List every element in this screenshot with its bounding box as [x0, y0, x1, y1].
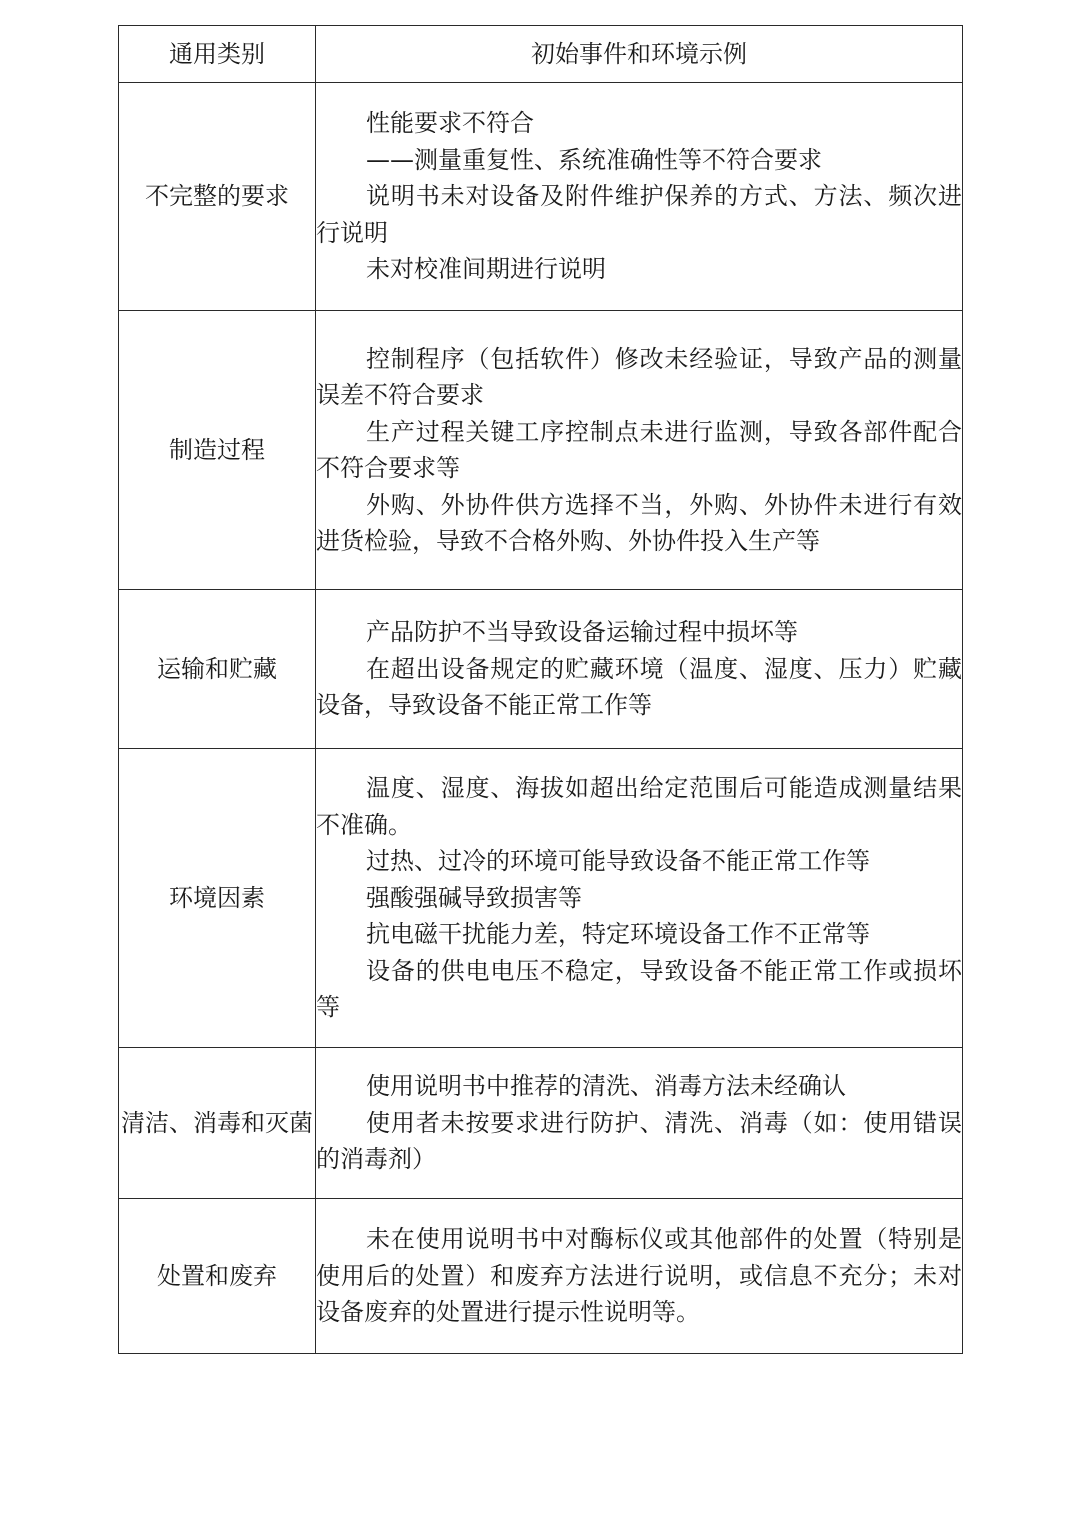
example-item: 设备的供电电压不稳定，导致设备不能正常工作或损坏等	[316, 956, 962, 1022]
example-item: 外购、外协件供方选择不当，外购、外协件未进行有效进货检验，导致不合格外购、外协件投入生产等	[316, 490, 962, 555]
examples-cell	[316, 311, 963, 590]
table-row	[119, 749, 963, 1048]
table-row	[119, 1199, 963, 1354]
example-item: 抗电磁干扰能力差，特定环境设备工作不正常等	[366, 920, 870, 949]
examples-cell	[316, 749, 963, 1048]
header-row	[119, 26, 963, 83]
example-item: 使用者未按要求进行防护、清洗、消毒（如：使用错误的消毒剂）	[316, 1108, 962, 1174]
category-cell: 运输和贮藏	[119, 590, 316, 749]
examples-cell	[316, 83, 963, 311]
example-item: 说明书未对设备及附件维护保养的方式、方法、频次进行说明	[316, 182, 962, 247]
table-row	[119, 1048, 963, 1199]
example-item: 温度、湿度、海拔如超出给定范围后可能造成测量结果不准确。	[316, 774, 962, 839]
category-cell: 清洁、消毒和灭菌	[119, 1048, 316, 1199]
example-item: 在超出设备规定的贮藏环境（温度、湿度、压力）贮藏设备，导致设备不能正常工作等	[316, 654, 962, 720]
table-row	[119, 590, 963, 749]
hazard-table	[118, 25, 963, 1354]
example-item: 未对校准间期进行说明	[366, 255, 606, 284]
examples-cell	[316, 1199, 963, 1354]
category-cell: 环境因素	[119, 749, 316, 1048]
header-category: 通用类别	[119, 26, 316, 83]
example-item: 产品防护不当导致设备运输过程中损坏等	[366, 618, 798, 647]
example-item: 控制程序（包括软件）修改未经验证，导致产品的测量误差不符合要求	[316, 344, 962, 409]
example-item: 性能要求不符合	[366, 109, 534, 138]
header-examples: 初始事件和环境示例	[316, 26, 963, 83]
example-item: 过热、过冷的环境可能导致设备不能正常工作等	[366, 847, 870, 876]
table-row	[119, 311, 963, 590]
example-item: ——测量重复性、系统准确性等不符合要求	[366, 145, 822, 174]
example-item: 强酸强碱导致损害等	[366, 883, 582, 912]
example-item: 未在使用说明书中对酶标仪或其他部件的处置（特别是使用后的处置）和废弃方法进行说明，或信息不充分；未对设备废弃的处置进行提示性说明等。	[316, 1225, 962, 1327]
example-item: 生产过程关键工序控制点未进行监测，导致各部件配合不符合要求等	[316, 417, 962, 482]
category-cell: 不完整的要求	[119, 83, 316, 311]
examples-cell	[316, 590, 963, 749]
table-row	[119, 83, 963, 311]
category-cell: 处置和废弃	[119, 1199, 316, 1354]
examples-cell	[316, 1048, 963, 1199]
category-cell: 制造过程	[119, 311, 316, 590]
example-item: 使用说明书中推荐的清洗、消毒方法未经确认	[366, 1072, 846, 1101]
